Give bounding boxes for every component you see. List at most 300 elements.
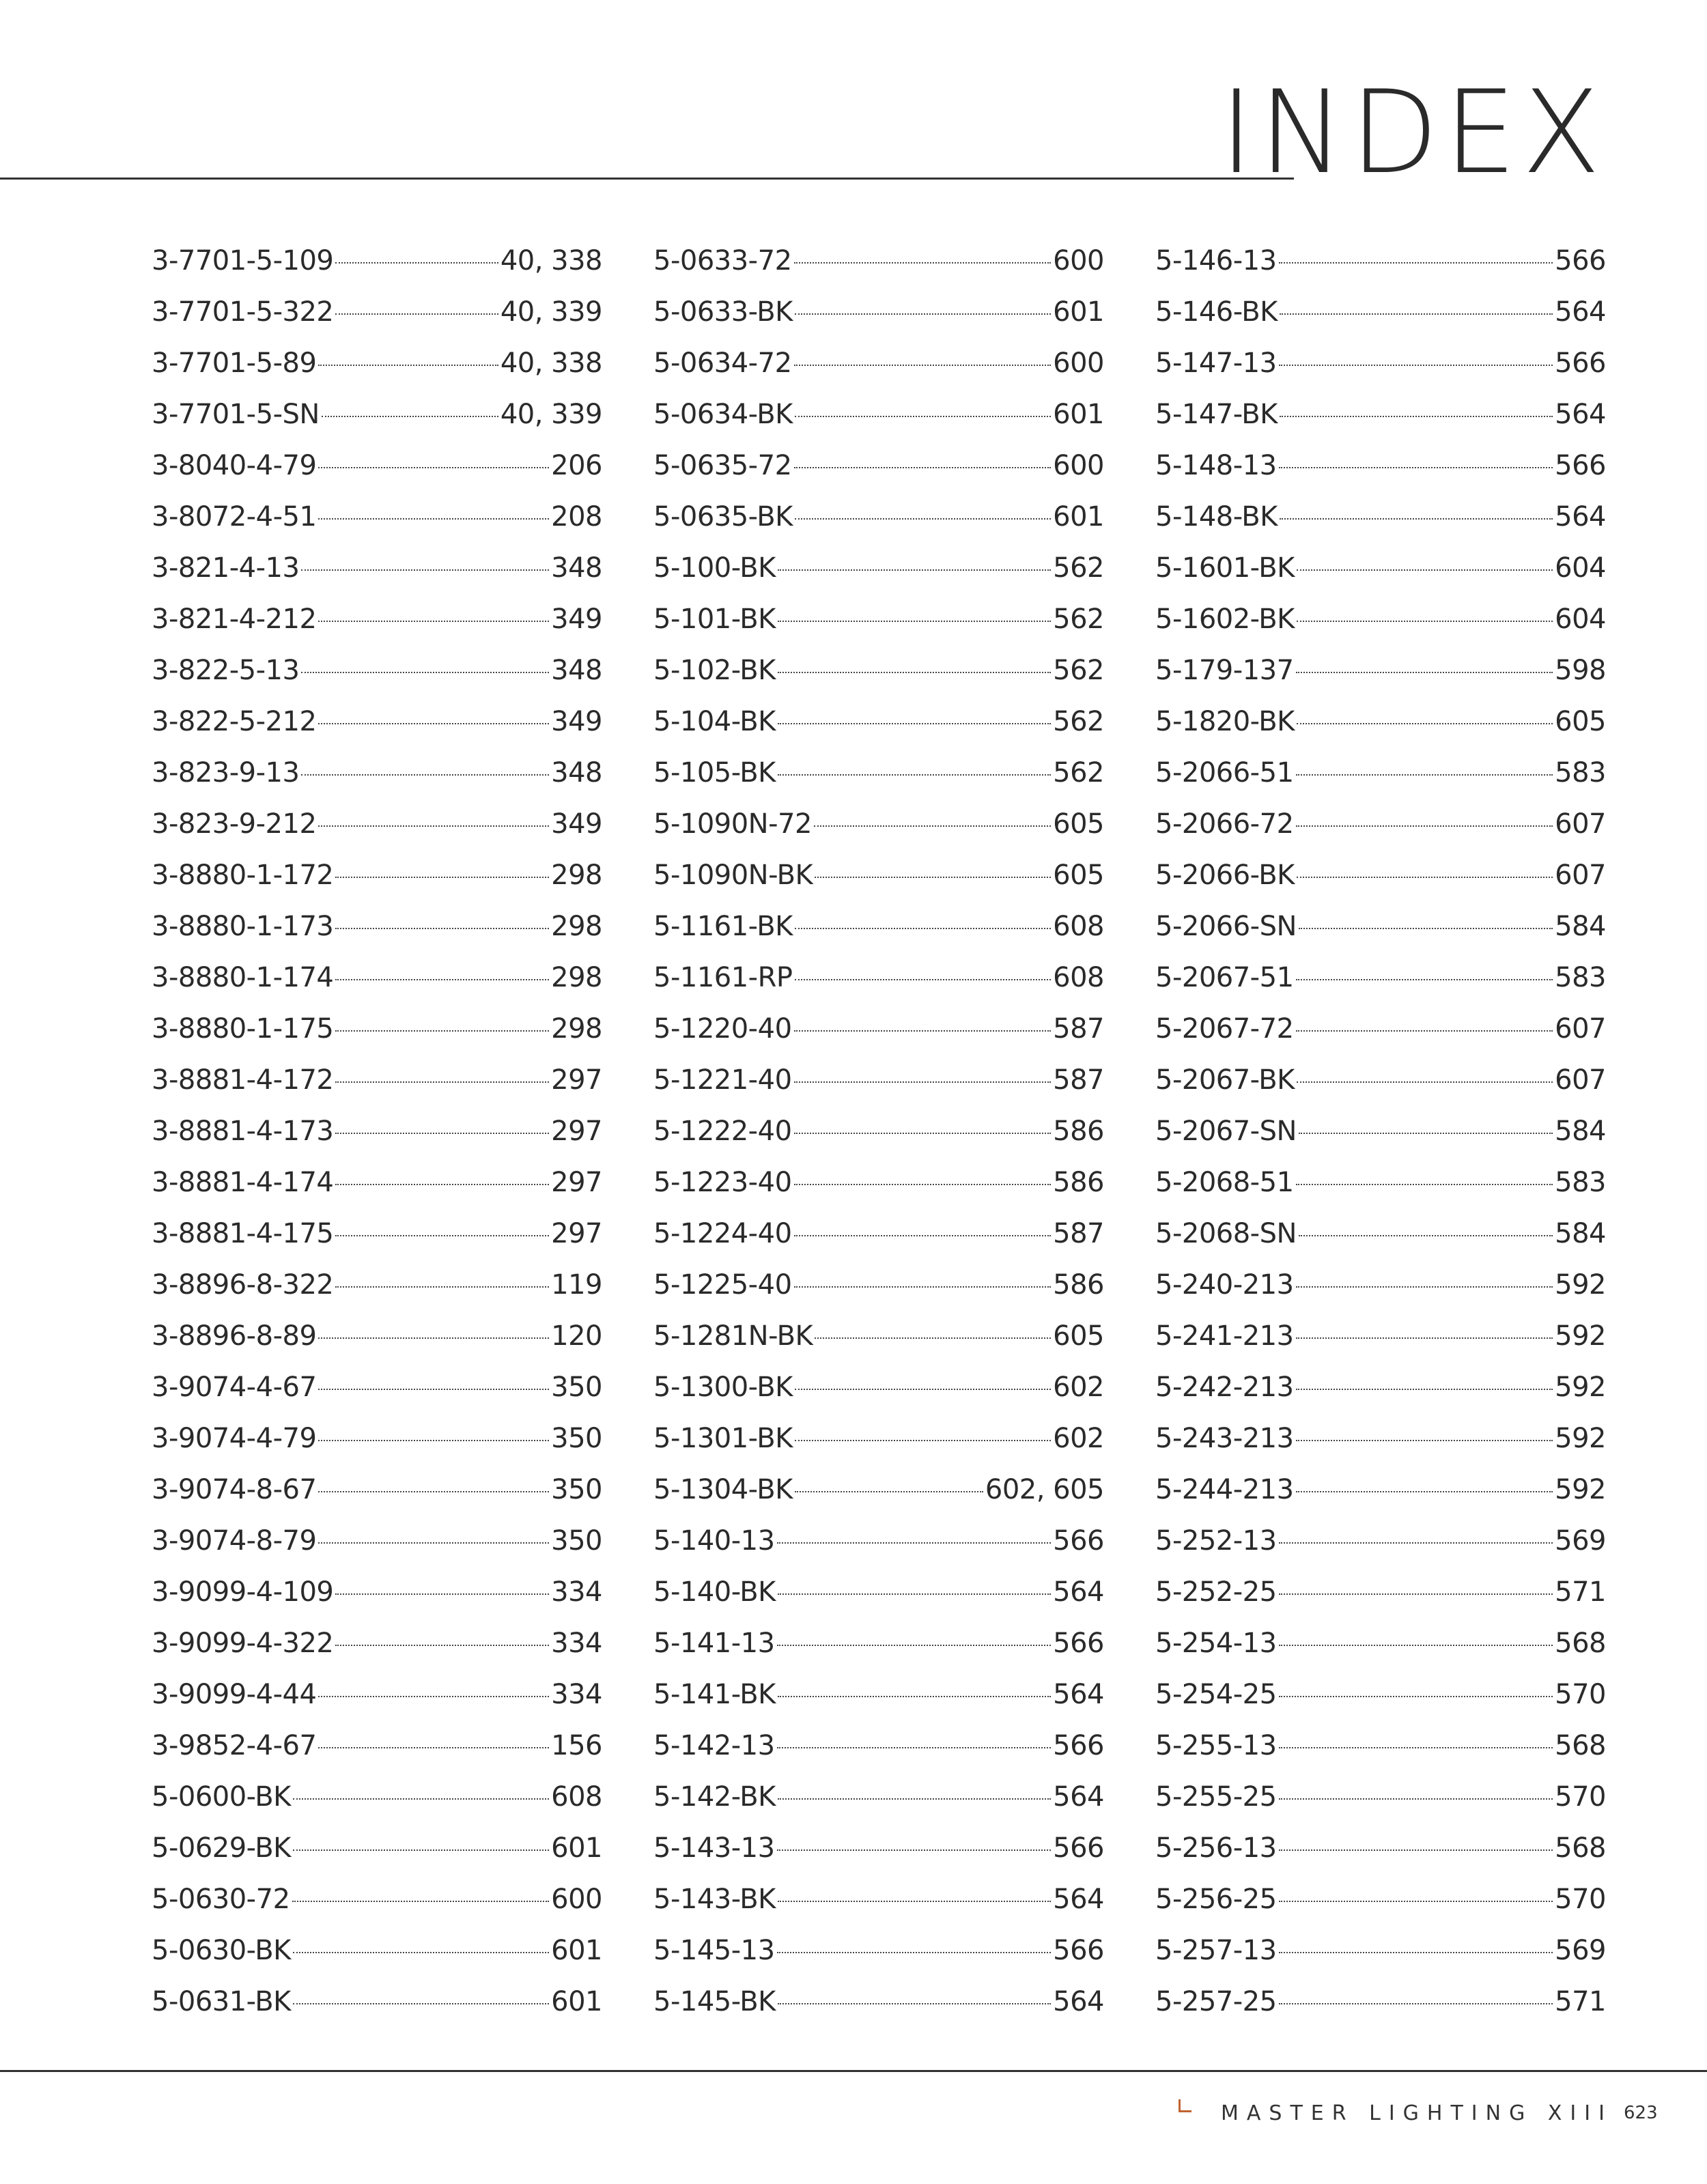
product-code: 3-823-9-13 xyxy=(152,757,300,789)
index-entry xyxy=(152,1567,602,1618)
index-entry xyxy=(653,1925,1104,1976)
product-code: 5-0600-BK xyxy=(152,1781,291,1813)
product-code: 5-145-BK xyxy=(653,1986,776,2017)
page-reference: 350 xyxy=(551,1525,602,1557)
product-code: 5-257-25 xyxy=(1155,1986,1277,2017)
dot-leader xyxy=(335,313,498,315)
index-entry xyxy=(152,1976,602,2028)
page-reference: 298 xyxy=(551,911,602,942)
dot-leader xyxy=(1297,569,1553,571)
page-reference: 605 xyxy=(1053,808,1104,840)
page-reference: 583 xyxy=(1555,962,1606,993)
page-reference: 586 xyxy=(1053,1167,1104,1198)
index-entry xyxy=(1155,594,1606,645)
dot-leader xyxy=(794,467,1052,468)
index-entry xyxy=(653,952,1104,1004)
product-code: 5-1221-40 xyxy=(653,1064,792,1096)
index-entry xyxy=(1155,1772,1606,1823)
page-reference: 584 xyxy=(1555,1116,1606,1147)
page-reference: 40, 338 xyxy=(500,245,602,276)
index-entry xyxy=(1155,1669,1606,1720)
index-entry xyxy=(1155,440,1606,492)
page-reference: 334 xyxy=(551,1628,602,1659)
index-entry xyxy=(653,1516,1104,1567)
index-entry xyxy=(1155,645,1606,696)
page-reference: 601 xyxy=(1053,399,1104,430)
page-reference: 348 xyxy=(551,552,602,584)
index-entry xyxy=(152,1823,602,1874)
index-entry xyxy=(152,1106,602,1157)
page-reference: 564 xyxy=(1053,1576,1104,1608)
dot-leader xyxy=(318,518,549,520)
product-code: 5-1161-BK xyxy=(653,911,793,942)
index-entry xyxy=(1155,1618,1606,1669)
product-code: 5-243-213 xyxy=(1155,1423,1294,1454)
index-entry xyxy=(653,1413,1104,1464)
page-reference: 334 xyxy=(551,1576,602,1608)
page-reference: 587 xyxy=(1053,1013,1104,1045)
page-reference: 602 xyxy=(1053,1423,1104,1454)
page-reference: 584 xyxy=(1555,911,1606,942)
index-entry xyxy=(653,287,1104,338)
index-entry xyxy=(1155,1413,1606,1464)
index-entry xyxy=(152,543,602,594)
index-entry xyxy=(1155,1004,1606,1055)
page-reference: 208 xyxy=(551,501,602,533)
product-code: 5-240-213 xyxy=(1155,1269,1294,1301)
footer-brand: MASTER LIGHTING XIII xyxy=(1221,2101,1613,2125)
page-reference: 564 xyxy=(1053,1986,1104,2017)
index-entry xyxy=(152,645,602,696)
dot-leader xyxy=(777,1952,1052,1953)
index-entry xyxy=(152,1208,602,1260)
index-entry xyxy=(152,850,602,901)
dot-leader xyxy=(1279,1696,1553,1697)
product-code: 5-1222-40 xyxy=(653,1116,792,1147)
product-code: 3-9074-4-79 xyxy=(152,1423,317,1454)
dot-leader xyxy=(795,1491,983,1492)
dot-leader xyxy=(335,1133,549,1134)
product-code: 5-105-BK xyxy=(653,757,776,789)
page-reference: 601 xyxy=(1053,296,1104,328)
index-entry xyxy=(1155,1055,1606,1106)
product-code: 3-8880-1-172 xyxy=(152,860,334,891)
index-entry xyxy=(152,338,602,389)
dot-leader xyxy=(795,313,1051,315)
dot-leader xyxy=(794,365,1052,366)
dot-leader xyxy=(335,928,549,929)
product-code: 5-179-137 xyxy=(1155,655,1294,686)
dot-leader xyxy=(1279,1798,1553,1800)
product-code: 5-104-BK xyxy=(653,706,776,737)
dot-leader xyxy=(1280,416,1553,417)
product-code: 5-0633-BK xyxy=(653,296,793,328)
product-code: 5-2067-SN xyxy=(1155,1116,1297,1147)
product-code: 5-100-BK xyxy=(653,552,776,584)
page-reference: 605 xyxy=(1555,706,1606,737)
index-entry xyxy=(152,1260,602,1311)
page-reference: 566 xyxy=(1053,1935,1104,1966)
product-code: 5-252-25 xyxy=(1155,1576,1277,1608)
product-code: 5-252-13 xyxy=(1155,1525,1277,1557)
index-column-2 xyxy=(653,236,1104,2028)
dot-leader xyxy=(1296,672,1553,673)
page-reference: 566 xyxy=(1053,1628,1104,1659)
page-reference: 564 xyxy=(1053,1884,1104,1915)
product-code: 5-142-BK xyxy=(653,1781,776,1813)
product-code: 5-1225-40 xyxy=(653,1269,792,1301)
page-reference: 349 xyxy=(551,706,602,737)
dot-leader xyxy=(1280,313,1553,315)
product-code: 5-140-BK xyxy=(653,1576,776,1608)
dot-leader xyxy=(301,672,549,673)
index-entry xyxy=(1155,543,1606,594)
page-reference: 607 xyxy=(1555,860,1606,891)
index-entry xyxy=(1155,1823,1606,1874)
page-reference: 350 xyxy=(551,1423,602,1454)
index-entry xyxy=(653,1618,1104,1669)
product-code: 3-8072-4-51 xyxy=(152,501,317,533)
page-reference: 605 xyxy=(1053,860,1104,891)
dot-leader xyxy=(1296,1389,1553,1390)
dot-leader xyxy=(1296,1030,1553,1032)
product-code: 3-8881-4-172 xyxy=(152,1064,334,1096)
index-entry xyxy=(1155,1106,1606,1157)
dot-leader xyxy=(1279,467,1553,468)
page-reference: 601 xyxy=(551,1832,602,1864)
page-reference: 568 xyxy=(1555,1628,1606,1659)
page-reference: 564 xyxy=(1555,399,1606,430)
dot-leader xyxy=(318,1542,549,1544)
page-reference: 570 xyxy=(1555,1679,1606,1710)
product-code: 5-257-13 xyxy=(1155,1935,1277,1966)
dot-leader xyxy=(301,774,549,776)
dot-leader xyxy=(1279,1645,1553,1646)
page-reference: 350 xyxy=(551,1474,602,1505)
dot-leader xyxy=(1279,1849,1553,1851)
dot-leader xyxy=(1297,723,1553,724)
product-code: 3-7701-5-109 xyxy=(152,245,334,276)
page-reference: 602 xyxy=(1053,1372,1104,1403)
product-code: 5-0634-BK xyxy=(653,399,793,430)
product-code: 3-7701-5-89 xyxy=(152,348,317,379)
dot-leader xyxy=(1279,1593,1553,1595)
index-entry xyxy=(1155,1208,1606,1260)
dot-leader xyxy=(794,1184,1052,1185)
dot-leader xyxy=(1297,1081,1553,1083)
product-code: 5-0631-BK xyxy=(152,1986,291,2017)
dot-leader xyxy=(318,365,498,366)
product-code: 5-141-13 xyxy=(653,1628,775,1659)
dot-leader xyxy=(814,825,1051,827)
index-entry xyxy=(152,1362,602,1413)
product-code: 5-254-13 xyxy=(1155,1628,1277,1659)
page-reference: 592 xyxy=(1555,1474,1606,1505)
index-entry xyxy=(152,1464,602,1516)
product-code: 3-822-5-212 xyxy=(152,706,317,737)
product-code: 5-242-213 xyxy=(1155,1372,1294,1403)
index-entry xyxy=(152,1772,602,1823)
dot-leader xyxy=(795,416,1051,417)
page-reference: 607 xyxy=(1555,1013,1606,1045)
product-code: 5-1602-BK xyxy=(1155,604,1295,635)
dot-leader xyxy=(1296,1440,1553,1441)
product-code: 5-143-13 xyxy=(653,1832,775,1864)
index-entry xyxy=(1155,236,1606,287)
dot-leader xyxy=(1279,262,1553,264)
index-entry xyxy=(1155,492,1606,543)
dot-leader xyxy=(1297,877,1553,878)
product-code: 3-823-9-212 xyxy=(152,808,317,840)
index-entry xyxy=(1155,1311,1606,1362)
page-reference: 607 xyxy=(1555,1064,1606,1096)
page-reference: 604 xyxy=(1555,604,1606,635)
product-code: 5-141-BK xyxy=(653,1679,776,1710)
page-reference: 562 xyxy=(1053,604,1104,635)
index-entry xyxy=(1155,1976,1606,2028)
index-entry xyxy=(1155,338,1606,389)
product-code: 3-8896-8-89 xyxy=(152,1320,317,1352)
page-reference: 607 xyxy=(1555,808,1606,840)
product-code: 3-8880-1-173 xyxy=(152,911,334,942)
dot-leader xyxy=(322,416,498,417)
dot-leader xyxy=(778,1901,1051,1902)
page-reference: 40, 338 xyxy=(500,348,602,379)
page-reference: 583 xyxy=(1555,1167,1606,1198)
dot-leader xyxy=(335,1184,549,1185)
dot-leader xyxy=(777,1542,1052,1544)
dot-leader xyxy=(795,979,1052,980)
index-entry xyxy=(152,1874,602,1925)
index-entry xyxy=(1155,1157,1606,1208)
dot-leader xyxy=(335,1286,549,1288)
page-reference: 566 xyxy=(1053,1730,1104,1761)
product-code: 5-0635-BK xyxy=(653,501,793,533)
index-entry xyxy=(653,1567,1104,1618)
product-code: 5-256-25 xyxy=(1155,1884,1277,1915)
product-code: 5-0634-72 xyxy=(653,348,792,379)
page-reference: 298 xyxy=(551,860,602,891)
page-reference: 570 xyxy=(1555,1884,1606,1915)
product-code: 5-1090N-72 xyxy=(653,808,812,840)
index-entry xyxy=(152,799,602,850)
index-entry xyxy=(152,748,602,799)
product-code: 3-9099-4-322 xyxy=(152,1628,334,1659)
page-reference: 598 xyxy=(1555,655,1606,686)
page-reference: 297 xyxy=(551,1116,602,1147)
index-entry xyxy=(653,645,1104,696)
dot-leader xyxy=(1279,1542,1553,1544)
dot-leader xyxy=(1297,621,1553,622)
product-code: 5-2066-72 xyxy=(1155,808,1294,840)
index-entry xyxy=(152,1720,602,1772)
dot-leader xyxy=(1296,1491,1553,1492)
page-reference: 297 xyxy=(551,1167,602,1198)
footer-rule xyxy=(0,2070,1707,2072)
dot-leader xyxy=(794,1133,1052,1134)
index-entry xyxy=(152,1311,602,1362)
page-reference: 568 xyxy=(1555,1730,1606,1761)
dot-leader xyxy=(794,1235,1052,1236)
product-code: 5-145-13 xyxy=(653,1935,775,1966)
index-entry xyxy=(152,1157,602,1208)
page-reference: 586 xyxy=(1053,1269,1104,1301)
index-entry xyxy=(653,1464,1104,1516)
index-entry xyxy=(653,236,1104,287)
index-column-3 xyxy=(1155,236,1606,2028)
product-code: 3-821-4-212 xyxy=(152,604,317,635)
product-code: 3-822-5-13 xyxy=(152,655,300,686)
dot-leader xyxy=(318,621,549,622)
index-entry xyxy=(653,1976,1104,2028)
index-entry xyxy=(152,236,602,287)
page-reference: 334 xyxy=(551,1679,602,1710)
index-entry xyxy=(653,594,1104,645)
page-reference: 571 xyxy=(1555,1986,1606,2017)
dot-leader xyxy=(1296,825,1553,827)
index-entry xyxy=(152,1413,602,1464)
page-reference: 156 xyxy=(551,1730,602,1761)
dot-leader xyxy=(778,1593,1051,1595)
page-reference: 566 xyxy=(1053,1525,1104,1557)
index-entry xyxy=(653,850,1104,901)
page-reference: 562 xyxy=(1053,706,1104,737)
page-reference: 349 xyxy=(551,604,602,635)
index-entry xyxy=(152,492,602,543)
dot-leader xyxy=(318,467,549,468)
index-entry xyxy=(653,1208,1104,1260)
index-column-1 xyxy=(152,236,602,2028)
page-reference: 40, 339 xyxy=(500,399,602,430)
page-reference: 592 xyxy=(1555,1372,1606,1403)
page-number: 623 xyxy=(1624,2103,1658,2123)
header-rule xyxy=(0,178,1294,180)
index-entry xyxy=(152,1055,602,1106)
product-code: 3-821-4-13 xyxy=(152,552,300,584)
page-reference: 608 xyxy=(1053,911,1104,942)
index-entry xyxy=(653,1720,1104,1772)
product-code: 3-8880-1-175 xyxy=(152,1013,334,1045)
product-code: 5-2068-51 xyxy=(1155,1167,1294,1198)
dot-leader xyxy=(318,723,549,724)
page-reference: 586 xyxy=(1053,1116,1104,1147)
index-entry xyxy=(653,543,1104,594)
product-code: 5-2067-BK xyxy=(1155,1064,1295,1096)
dot-leader xyxy=(778,1696,1051,1697)
dot-leader xyxy=(335,979,549,980)
dot-leader xyxy=(777,1645,1052,1646)
index-entry xyxy=(653,1157,1104,1208)
index-entry xyxy=(653,1260,1104,1311)
product-code: 3-9074-4-67 xyxy=(152,1372,317,1403)
product-code: 5-2068-SN xyxy=(1155,1218,1297,1249)
index-entry xyxy=(1155,952,1606,1004)
product-code: 5-2066-51 xyxy=(1155,757,1294,789)
page-reference: 349 xyxy=(551,808,602,840)
product-code: 5-241-213 xyxy=(1155,1320,1294,1352)
product-code: 5-2067-51 xyxy=(1155,962,1294,993)
dot-leader xyxy=(293,2003,549,2004)
index-entry xyxy=(1155,1464,1606,1516)
index-entry xyxy=(653,440,1104,492)
product-code: 5-1220-40 xyxy=(653,1013,792,1045)
index-entry xyxy=(152,696,602,748)
page-reference: 571 xyxy=(1555,1576,1606,1608)
page-reference: 608 xyxy=(1053,962,1104,993)
page-reference: 298 xyxy=(551,1013,602,1045)
index-entry xyxy=(653,696,1104,748)
product-code: 5-140-13 xyxy=(653,1525,775,1557)
product-code: 5-1301-BK xyxy=(653,1423,793,1454)
page-reference: 604 xyxy=(1555,552,1606,584)
product-code: 5-1601-BK xyxy=(1155,552,1295,584)
index-entry xyxy=(653,1772,1104,1823)
index-entry xyxy=(1155,1874,1606,1925)
page-reference: 570 xyxy=(1555,1781,1606,1813)
dot-leader xyxy=(1279,1747,1553,1748)
product-code: 5-2066-SN xyxy=(1155,911,1297,942)
dot-leader xyxy=(292,1901,550,1902)
index-entry xyxy=(653,799,1104,850)
page-reference: 600 xyxy=(1053,348,1104,379)
index-entry xyxy=(653,1669,1104,1720)
product-code: 5-148-13 xyxy=(1155,450,1277,481)
product-code: 3-8896-8-322 xyxy=(152,1269,334,1301)
index-entry xyxy=(152,389,602,440)
page-reference: 569 xyxy=(1555,1935,1606,1966)
page-reference: 601 xyxy=(1053,501,1104,533)
index-entry xyxy=(653,1106,1104,1157)
page-reference: 605 xyxy=(1053,1320,1104,1352)
corner-bracket-icon xyxy=(1179,2099,1191,2112)
product-code: 3-9852-4-67 xyxy=(152,1730,317,1761)
dot-leader xyxy=(318,1696,549,1697)
index-entry xyxy=(1155,1362,1606,1413)
index-entry xyxy=(1155,389,1606,440)
dot-leader xyxy=(795,1389,1051,1390)
index-entry xyxy=(1155,1260,1606,1311)
index-entry xyxy=(653,492,1104,543)
dot-leader xyxy=(335,262,498,264)
product-code: 5-254-25 xyxy=(1155,1679,1277,1710)
product-code: 5-1161-RP xyxy=(653,962,793,993)
page-reference: 206 xyxy=(551,450,602,481)
page-reference: 600 xyxy=(1053,245,1104,276)
dot-leader xyxy=(777,1849,1052,1851)
product-code: 5-1304-BK xyxy=(653,1474,793,1505)
dot-leader xyxy=(815,877,1051,878)
dot-leader xyxy=(1299,1235,1553,1236)
index-entry xyxy=(1155,696,1606,748)
page-reference: 592 xyxy=(1555,1320,1606,1352)
product-code: 3-7701-5-322 xyxy=(152,296,334,328)
page-reference: 602, 605 xyxy=(985,1474,1104,1505)
dot-leader xyxy=(335,1030,549,1032)
page-reference: 40, 339 xyxy=(500,296,602,328)
dot-leader xyxy=(778,774,1051,776)
page-reference: 350 xyxy=(551,1372,602,1403)
page-reference: 600 xyxy=(551,1884,602,1915)
page-reference: 566 xyxy=(1555,245,1606,276)
page-reference: 564 xyxy=(1555,501,1606,533)
dot-leader xyxy=(293,1798,549,1800)
product-code: 3-9099-4-109 xyxy=(152,1576,334,1608)
dot-leader xyxy=(1279,1901,1553,1902)
page-reference: 587 xyxy=(1053,1064,1104,1096)
dot-leader xyxy=(815,1337,1051,1339)
index-entry xyxy=(1155,799,1606,850)
dot-leader xyxy=(778,621,1051,622)
